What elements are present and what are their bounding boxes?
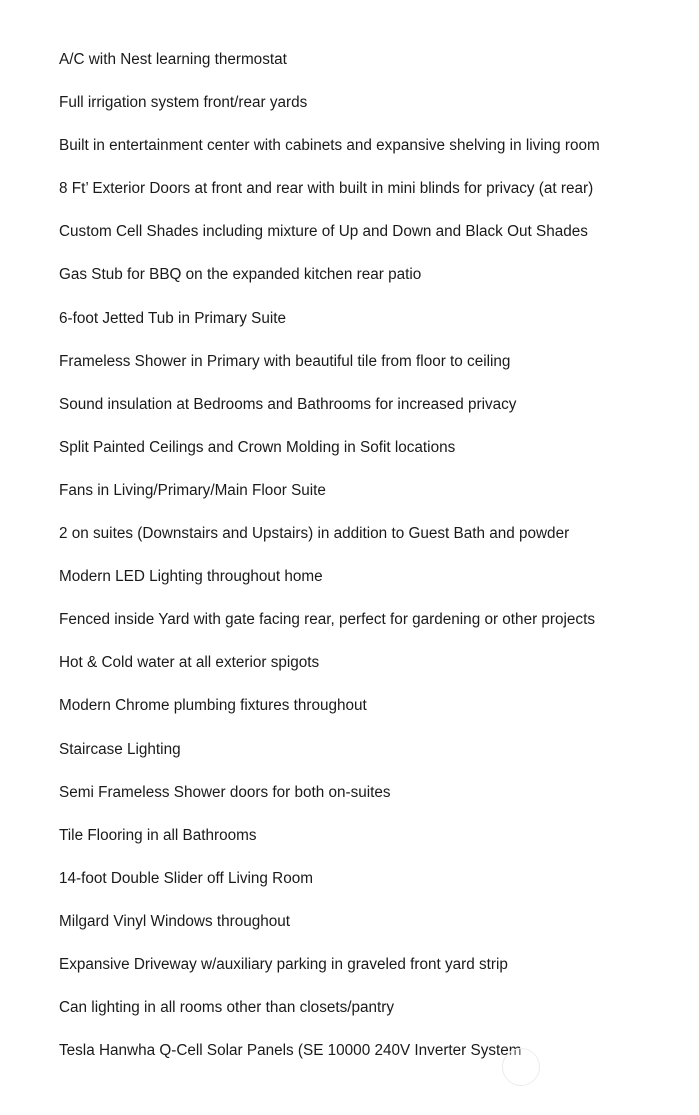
watermark-circle-icon xyxy=(502,1048,540,1086)
list-item: Frameless Shower in Primary with beautiful tile from floor to ceiling xyxy=(59,352,511,370)
list-item: 14-foot Double Slider off Living Room xyxy=(59,869,313,887)
list-item: Tile Flooring in all Bathrooms xyxy=(59,826,257,844)
list-item: Can lighting in all rooms other than closets/pantry xyxy=(59,999,395,1017)
list-item: 6-foot Jetted Tub in Primary Suite xyxy=(59,309,287,327)
list-item: Gas Stub for BBQ on the expanded kitchen rear patio xyxy=(59,266,422,284)
list-item: Full irrigation system front/rear yards xyxy=(59,94,308,112)
list-item: A/C with Nest learning thermostat xyxy=(59,51,287,68)
list-item: Milgard Vinyl Windows throughout xyxy=(59,912,290,930)
list-item: Built in entertainment center with cabinets and expansive shelving in living room xyxy=(59,137,600,155)
list-item: Fans in Living/Primary/Main Floor Suite xyxy=(59,481,326,499)
list-item: Modern LED Lighting throughout home xyxy=(59,568,323,586)
list-item: Sound insulation at Bedrooms and Bathrooms for increased privacy xyxy=(59,395,517,413)
list-item: Semi Frameless Shower doors for both on-suites xyxy=(59,783,391,801)
list-item: Staircase Lighting xyxy=(59,740,181,758)
list-item: 8 Ft’ Exterior Doors at front and rear with built in mini blinds for privacy (at rear) xyxy=(59,180,594,198)
list-item: Expansive Driveway w/auxiliary parking in graveled front yard strip xyxy=(59,955,508,973)
list-item: Fenced inside Yard with gate facing rear, perfect for gardening or other projects xyxy=(59,611,595,629)
list-item: Custom Cell Shades including mixture of Up and Down and Black Out Shades xyxy=(59,223,588,241)
list-item: Hot & Cold water at all exterior spigots xyxy=(59,654,320,672)
list-item: Tesla Hanwha Q-Cell Solar Panels (SE 10000 240V Inverter System xyxy=(59,1042,522,1060)
list-item: Modern Chrome plumbing fixtures throughout xyxy=(59,697,367,715)
feature-list xyxy=(59,50,689,1084)
list-item: Split Painted Ceilings and Crown Molding in Sofit locations xyxy=(59,438,456,456)
list-item: 2 on suites (Downstairs and Upstairs) in addition to Guest Bath and powder xyxy=(59,525,570,543)
